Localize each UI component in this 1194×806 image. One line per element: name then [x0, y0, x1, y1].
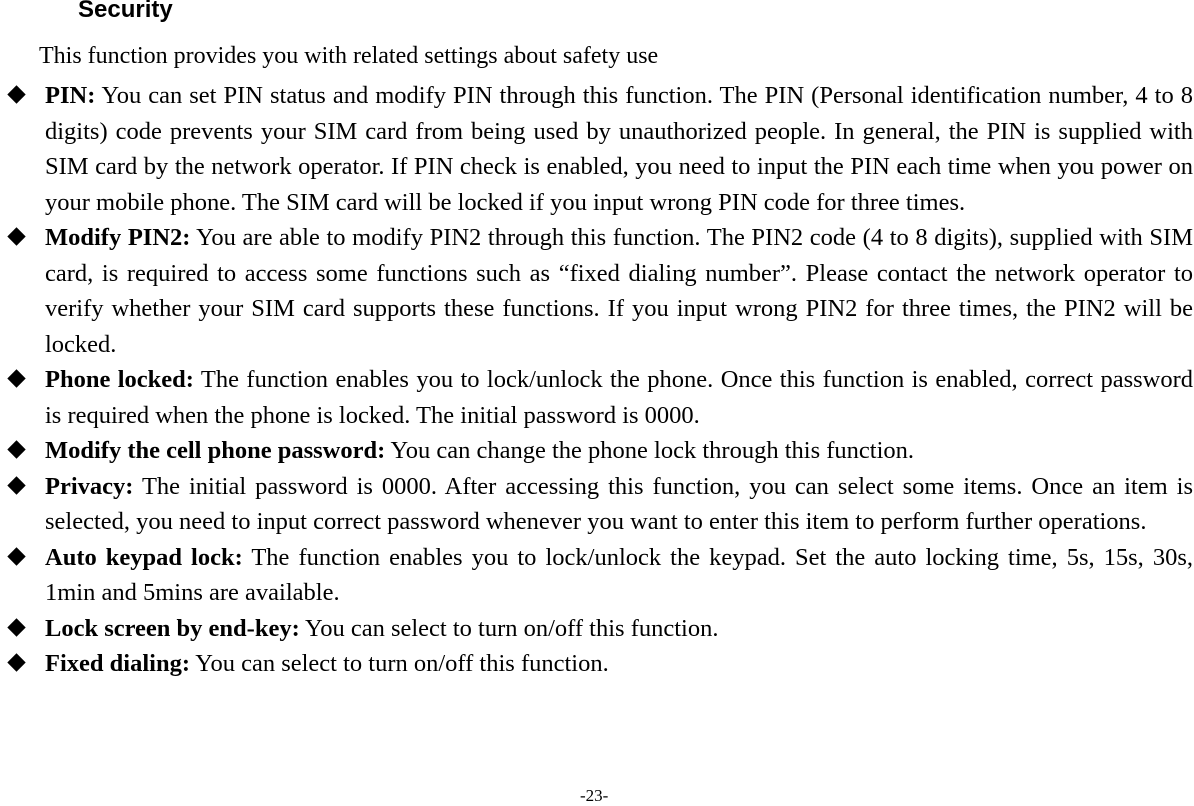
feature-list: [10, 78, 1193, 682]
list-item: [10, 611, 1193, 647]
item-description: You can select to turn on/off this function.: [189, 650, 609, 677]
item-description: The function enables you to lock/unlock the phone. Once this function is enabled, correct password is required when the phone is locked. The initial password is 0000.: [45, 366, 1194, 429]
page-number: -23-: [580, 786, 609, 805]
item-term: Fixed dialing:: [45, 650, 190, 677]
item-term: Lock screen by end-key:: [45, 614, 300, 642]
item-description: You are able to modify PIN2 through this function. The PIN2 code (4 to 8 digits), supplied with SIM card, is required to access some functions such as “fixed dialing number”. Please contact the network operator to verify whether your SIM card supports these functions. If you input wrong PIN2 for three times, the PIN2 will be locked.: [45, 224, 1193, 358]
item-description: You can set PIN status and modify PIN through this function. The PIN (Personal identification number, 4 to 8 digits) code prevents your SIM card from being used by unauthorized people. In general, the PIN is supplied with SIM card by the network operator. If PIN check is enabled, you need to input the PIN each time when you power on your mobile phone. The SIM card will be locked if you input wrong PIN code for three times.: [45, 82, 1193, 216]
diamond-bullet-icon: [7, 476, 25, 494]
item-description: You can change the phone lock through this function.: [385, 437, 914, 464]
list-item: [10, 469, 1193, 540]
list-item: [10, 78, 1193, 220]
item-description: The function enables you to lock/unlock the keypad. Set the auto locking time, 5s, 15s, 30s, 1min and 5mins are available.: [45, 543, 1193, 606]
list-item: [10, 362, 1193, 433]
item-description: The initial password is 0000. After accessing this function, you can select some items. Once an item is selected, you need to input correct password whenever you want to enter this item to perform further operations.: [45, 472, 1193, 535]
section-heading: Security: [78, 0, 173, 23]
diamond-bullet-icon: [7, 440, 25, 458]
list-item: [10, 433, 1193, 469]
item-term: Auto keypad lock:: [45, 543, 243, 571]
diamond-bullet-icon: [7, 547, 25, 565]
diamond-bullet-icon: [7, 227, 25, 245]
list-item: [10, 220, 1193, 362]
item-description: You can select to turn on/off this function.: [299, 614, 719, 642]
item-term: Modify PIN2:: [45, 224, 191, 251]
list-item: [10, 540, 1193, 611]
item-term: Phone locked:: [45, 366, 194, 393]
diamond-bullet-icon: [7, 618, 25, 636]
diamond-bullet-icon: [7, 85, 25, 103]
item-term: Privacy:: [45, 472, 134, 500]
diamond-bullet-icon: [7, 369, 25, 387]
list-item: [10, 646, 1193, 682]
intro-text: This function provides you with related settings about safety use: [39, 43, 659, 69]
item-term: PIN:: [45, 82, 96, 109]
item-term: Modify the cell phone password:: [45, 437, 386, 464]
diamond-bullet-icon: [7, 653, 25, 671]
